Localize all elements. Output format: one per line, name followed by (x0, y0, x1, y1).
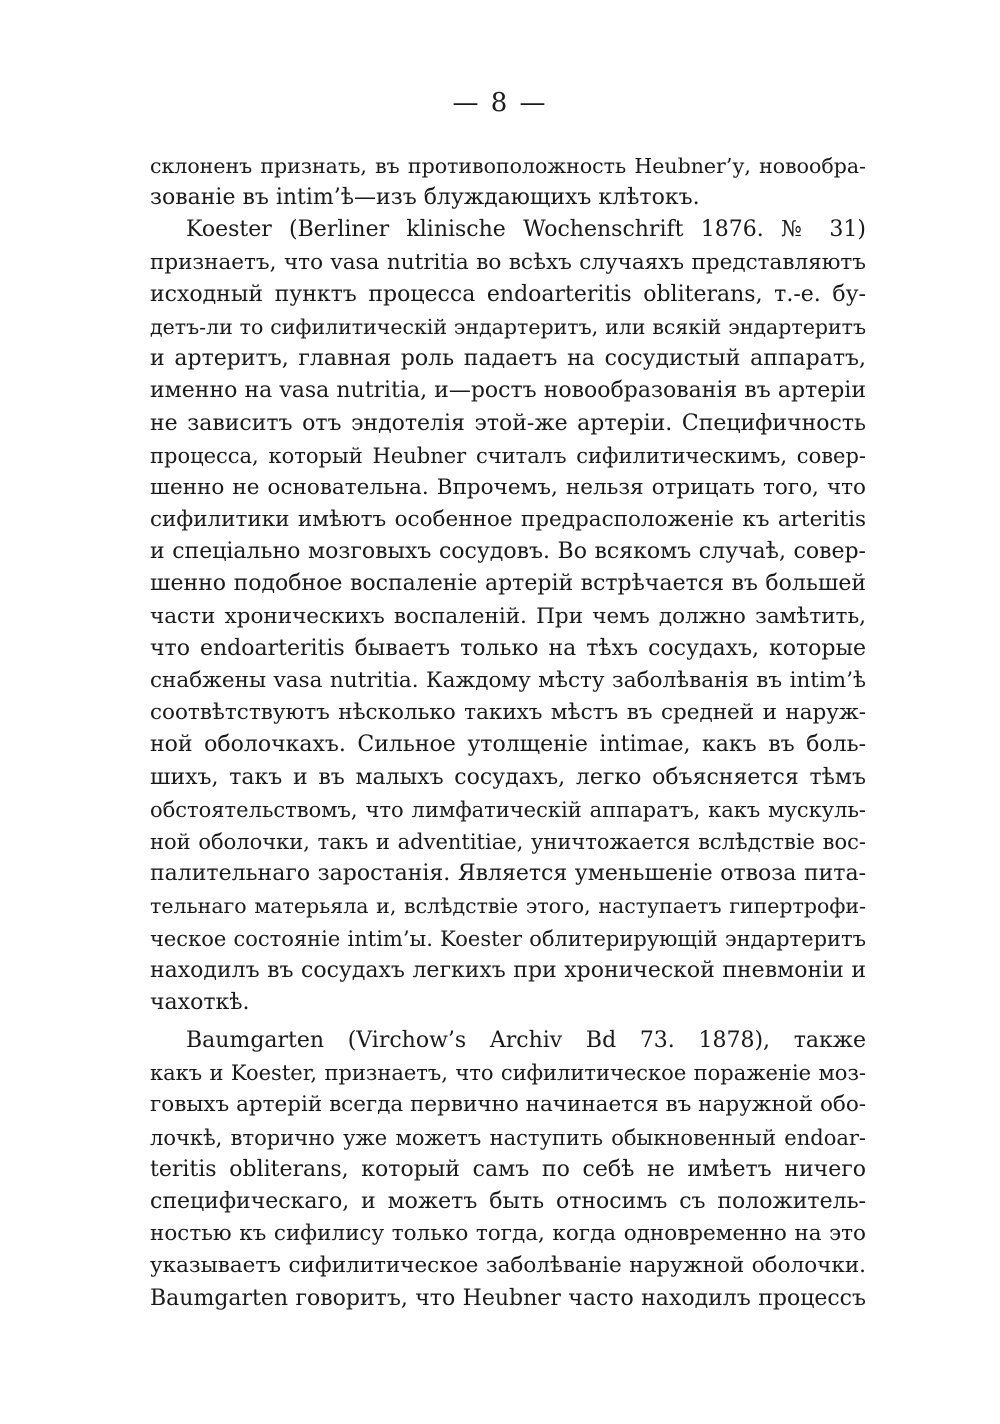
text-line: детъ-ли то сифилитическій эндартеритъ, или всякій эндартеритъ (150, 314, 866, 339)
text-line: шенно не основательна. Впрочемъ, нельзя отрицать того, что (150, 474, 866, 500)
text-line: не зависитъ отъ эндотелія этой-же артеріи. Специфичность (150, 410, 866, 436)
text-line: исходный пунктъ процесса endoarteritis obliterans, т.-е. бу- (150, 281, 866, 307)
text-line: специфическаго, и можетъ быть относимъ съ положитель- (150, 1189, 866, 1214)
text-line: и артеритъ, главная роль падаетъ на сосудистый аппаратъ, (150, 346, 866, 372)
text-line: ностью къ сифилису только тогда, когда одновременно на это (150, 1221, 866, 1247)
text-line: шихъ, такъ и въ малыхъ сосудахъ, легко объясняется тѣмъ (150, 764, 866, 790)
text-line: Koester (Berliner klinische Wochenschrift 1876. № 31) (186, 217, 866, 243)
text-line: снабжены vasa nutritia. Каждому мѣсту заболѣванія въ intim’ѣ (150, 668, 866, 693)
text-line: и спеціально мозговыхъ сосудовъ. Во всякомъ случаѣ, совер- (150, 539, 866, 565)
text-line: находилъ въ сосудахъ легкихъ при хронической пневмоніи и (150, 957, 866, 983)
text-line: обстоятельствомъ, что лимфатическій аппаратъ, какъ мускуль- (150, 797, 866, 822)
text-line: что endoarteritis бываетъ только на тѣхъ сосудахъ, которые (150, 635, 866, 661)
text-line: именно на vasa nutritia, и—ростъ новообразованія въ артеріи (150, 378, 866, 404)
text-line: признаетъ, что vasa nutritia во всѣхъ случаяхъ представляютъ (150, 249, 866, 275)
text-line: тельнаго матерьяла и, вслѣдствіе этого, наступаетъ гипертрофи- (150, 894, 866, 919)
text-line: Baumgarten (Virchow’s Archiv Bd 73. 1878), также (186, 1028, 866, 1054)
text-line: ческое состояніе intim’ы. Koester облитерирующій эндартеритъ (150, 926, 866, 951)
text-line: процесса, который Heubner считалъ сифилитическимъ, совер- (150, 443, 866, 468)
text-line: teritis obliterans, который самъ по себѣ не имѣетъ ничего (150, 1156, 866, 1182)
text-line: говыхъ артерій всегда первично начинается въ наружной обо- (150, 1092, 867, 1118)
text-line: Baumgarten говоритъ, что Heubner часто находилъ процессъ (150, 1285, 866, 1311)
text-line: ной оболочкахъ. Сильное утолщеніе intimae, какъ въ боль- (150, 732, 866, 758)
text-line: зованіе въ intim’ѣ—изъ блуждающихъ клѣтокъ. (150, 185, 700, 211)
text-line: какъ и Koester, признаетъ, что сифилитическое пораженіе моз- (150, 1061, 866, 1086)
text-line: шенно подобное воспаленіе артерій встрѣчается въ большей (150, 571, 866, 597)
text-line: склоненъ признать, въ противоположность Heubner’у, новообра- (150, 154, 866, 178)
text-line: соотвѣтствуютъ нѣсколько такихъ мѣстъ въ средней и наруж- (150, 700, 866, 726)
text-line: сифилитики имѣютъ особенное предрасположеніе къ arteritis (150, 507, 866, 533)
text-line: части хроническихъ воспаленій. При чемъ должно замѣтить, (150, 603, 866, 629)
body-text (150, 150, 866, 1315)
text-line: лочкѣ, вторично уже можетъ наступить обыкновенный endoar- (150, 1125, 866, 1150)
text-line: ной оболочки, такъ и adventitiae, уничтожается вслѣдствіе вос- (150, 829, 866, 854)
text-line: чахоткѣ. (150, 989, 250, 1015)
text-line: указываетъ сифилитическое заболѣваніе наружной оболочки. (150, 1253, 866, 1279)
text-line: палительнаго заростанія. Является уменьшеніе отвоза пита- (150, 861, 866, 887)
page-number: — 8 — (452, 88, 548, 118)
